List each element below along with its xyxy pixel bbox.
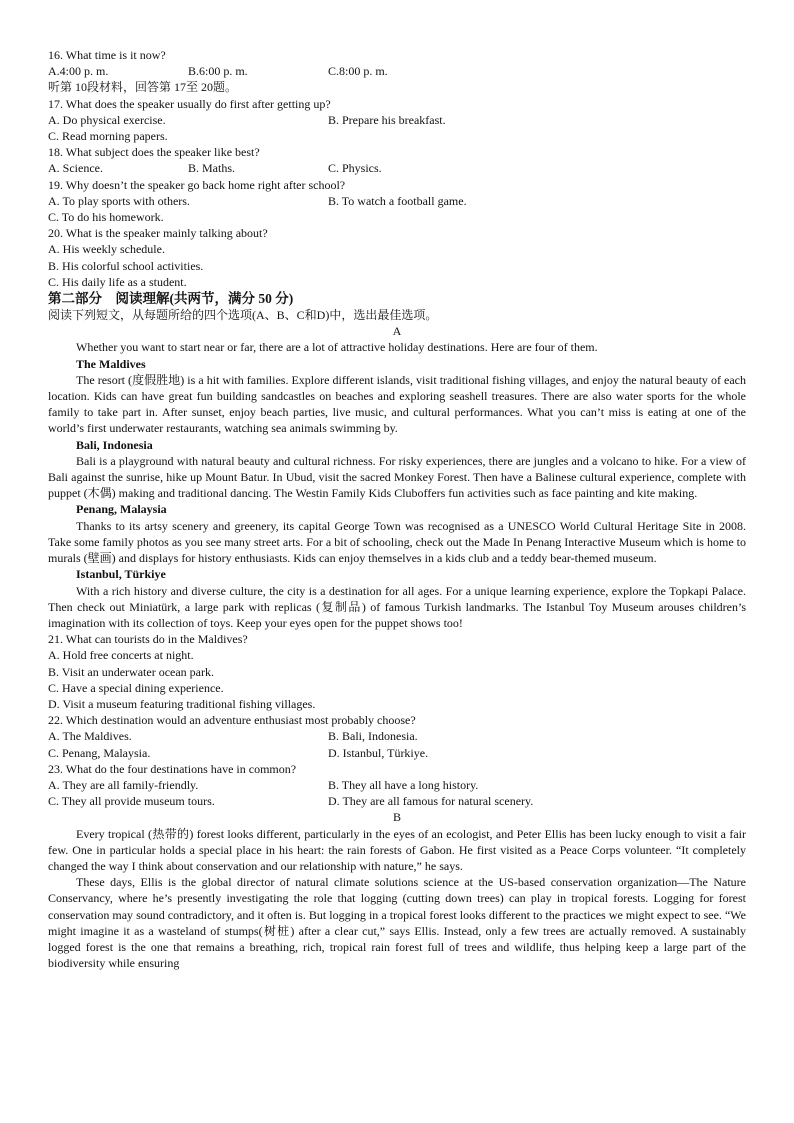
question-16-options [48,63,746,79]
option-c: C. Have a special dining experience. [48,680,224,695]
option-c: C. They all provide museum tours. [48,794,215,809]
passage-a [48,323,746,809]
question-22: 22. Which destination would an adventure enthusiast most probably choose? [48,713,416,728]
option-d: D. They are all famous for natural scenery. [328,794,534,809]
destination-text: Thanks to its artsy scenery and greenery, its capital George Town was recognised as a UNESCO World Cultural Heritage Site in 2008. Take some family photos as you see many street arts. For a bit of schooling, check out the Made In Penang Interactive Museum which is home to murals (壁画) and displays for history enthusiasts. Kids can enjoy themselves in a kids club and a teddy bear-themed museum. [48,518,746,566]
option-b: B. His colorful school activities. [48,258,204,273]
question-21: 21. What can tourists do in the Maldives? [48,632,248,647]
option-a: A. His weekly schedule. [48,242,165,257]
option-a: A. To play sports with others. [48,193,190,208]
option-b: B. Bali, Indonesia. [328,729,418,744]
option-c: C. Penang, Malaysia. [48,745,151,760]
option-b: B. Visit an underwater ocean park. [48,664,215,679]
option-a: A. Hold free concerts at night. [48,648,194,663]
option-a: A. They are all family-friendly. [48,777,199,792]
listening-instruction: 听第 10段材料，回答第 17至 20题。 [48,80,238,95]
question-16: 16. What time is it now? [48,48,166,62]
option-c: C. Read morning papers. [48,129,168,144]
passage-b-paragraph: Every tropical (热带的) forest looks different, particularly in the eyes of an ecologist, and Peter Ellis has been lucky enough to visit a fair few. One in particular holds a special place in his heart: the rain forests of Gabon. He first visited as a Peace Corps volunteer. “It completely changed the way I think about conservation and our relationship with nature,” he says. [48,826,746,873]
option-b: B. They all have a long history. [328,777,479,792]
option-b: B. Prepare his breakfast. [328,112,446,127]
option-c: C. His daily life as a student. [48,274,187,289]
part2-heading: 第二部分 阅读理解(共两节，满分 50 分) [48,291,294,307]
option-c: C.8:00 p. m. [328,64,388,79]
option-b: B. To watch a football game. [328,193,467,208]
question-17-options [48,112,746,128]
passage-b-paragraph: These days, Ellis is the global director of natural climate solutions science at the US-based conservation organization—The Nature Conservancy, where he’s presently investigating the role that logging (cutting down trees) can play in tropical forests. Logging for forest conservation may sound contradictory, and it often is. But logging in a tropical forest looks different to the practices we might expect to see. “We might imagine it as a wasteland of stumps(树桩) after a clear cut,” says Ellis. Instead, only a few trees are actually removed. A sustainably logged forest is the one that remains a breathing, rich, tropical rain forest full of trees and wildlife, thus helping keep a large part of the biodiversity while ensuring [48,875,746,971]
listening-section [48,47,746,290]
option-a: A. The Maldives. [48,729,132,744]
question-22-options-cd [48,745,746,761]
question-20: 20. What is the speaker mainly talking about? [48,226,268,241]
question-18: 18. What subject does the speaker like best? [48,145,260,160]
destination-text: The resort (度假胜地) is a hit with families. Explore different islands, visit traditional fishing villages, and enjoy the natural beauty of each location. Kids can have great fun building sandcastles on beaches and exploring seashell treasures. There are also water sports for the whole family to take part in. After sunset, enjoy beach parties, live music, and cultural performances. What you can’t miss is eating at one of the world’s first underwater restaurants, watching sea animals swimming by. [48,372,746,436]
option-c: C. To do his homework. [48,210,164,225]
destination-title: The Maldives [76,356,146,371]
question-18-options [48,160,746,176]
question-23-options-ab [48,777,746,793]
destination-text: With a rich history and diverse culture, the city is a destination for all ages. For a unique learning experience, explore the Topkapi Palace. Then check out Miniatürk, a large park with replicas (复制品) of famous Turkish landmarks. The Istanbul Toy Museum arouses children’s imagination with its collection of toys. Keep your eyes open for the puppet shows too! [48,583,746,630]
question-23-options-cd [48,793,746,809]
passage-a-intro: Whether you want to start near or far, there are a lot of attractive holiday destinations. Here are four of them. [76,340,598,355]
passage-a-label: A [392,324,402,339]
question-19-options [48,193,746,209]
option-b: B. Maths. [188,161,236,176]
exam-page [48,47,746,971]
passage-b-label: B [392,810,401,825]
destination-title: Istanbul, Türkiye [76,567,166,582]
option-c: C. Physics. [328,161,382,176]
option-a: A. Science. [48,161,103,176]
destination-text: Bali is a playground with natural beauty and cultural richness. For risky experiences, there are jungles and a volcano to hike. For a view of Bali against the sunrise, hike up Mount Batur. In Ubud, visit the sacred Monkey Forest. Then have a Balinese cultural experience, complete with puppet (木偶) making and traditional dancing. The Westin Family Kids Cluboffers fun activities such as face painting and kite making. [48,453,746,501]
question-19: 19. Why doesn’t the speaker go back home right after school? [48,177,346,192]
destination-title: Bali, Indonesia [76,437,153,452]
destination-title: Penang, Malaysia [76,502,167,517]
question-22-options-ab [48,728,746,744]
question-17: 17. What does the speaker usually do first after getting up? [48,96,331,111]
question-23: 23. What do the four destinations have in common? [48,761,297,776]
option-b: B.6:00 p. m. [188,64,248,79]
part2-instruction: 阅读下列短文，从每题所给的四个选项(A、B、C和D)中，选出最佳选项。 [48,308,438,323]
option-a: A. Do physical exercise. [48,112,166,127]
option-a: A.4:00 p. m. [48,64,109,79]
option-d: D. Istanbul, Türkiye. [328,745,429,760]
passage-b [48,809,746,971]
option-d: D. Visit a museum featuring traditional fishing villages. [48,696,316,711]
